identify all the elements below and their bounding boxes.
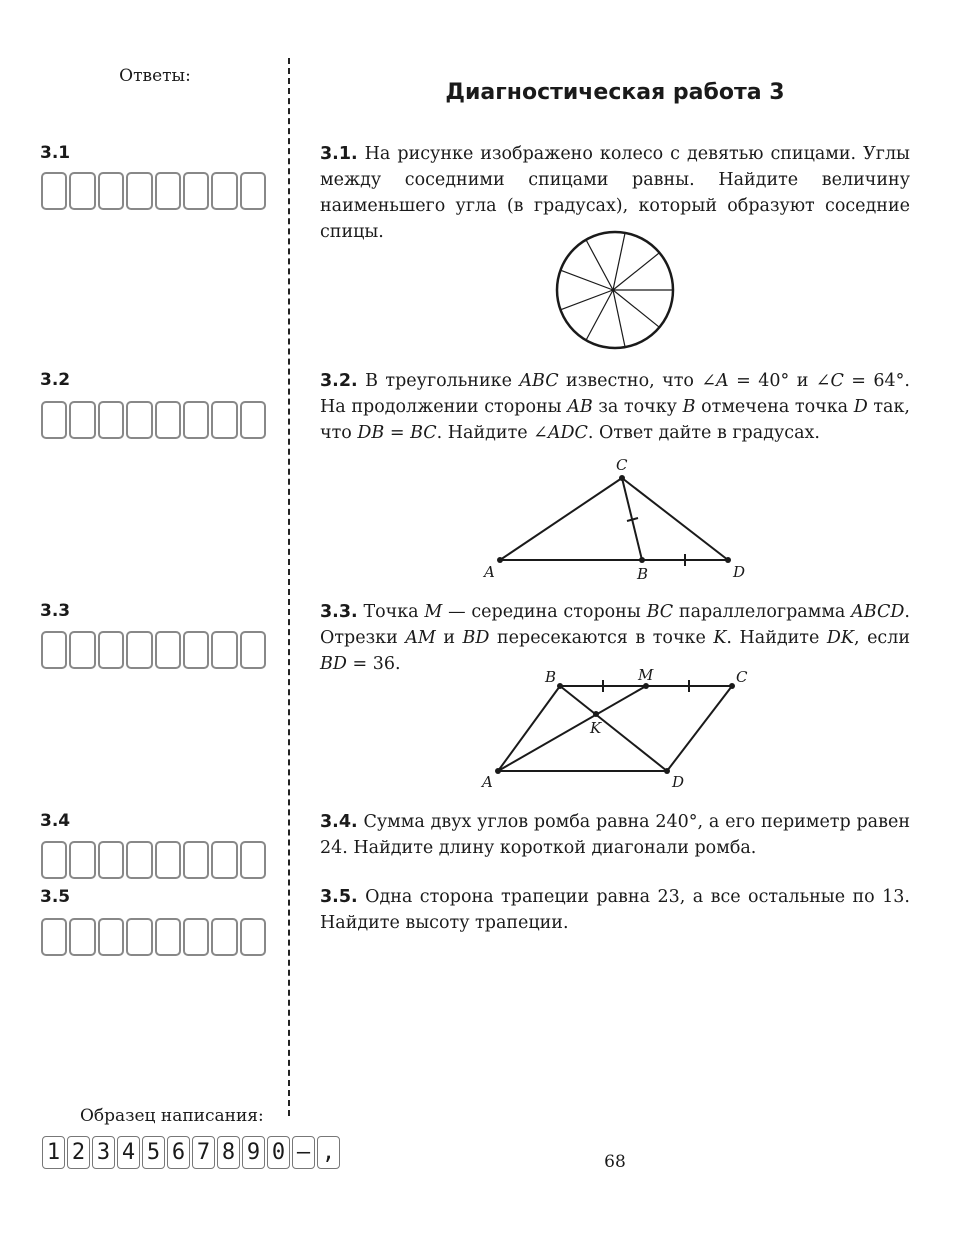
task-text-part: параллелограмма: [673, 602, 852, 622]
answer-cell[interactable]: [155, 172, 181, 210]
task-text-part: =: [384, 423, 411, 443]
answer-cell[interactable]: [69, 631, 95, 669]
task-text-part: = 36.: [346, 654, 401, 674]
answer-cell[interactable]: [126, 172, 152, 210]
point-D: [725, 557, 731, 563]
wheel-spoke: [560, 270, 613, 290]
math-var: A: [716, 371, 729, 391]
answer-label-3-2: 3.2: [40, 370, 71, 390]
task-text-part: и: [435, 628, 463, 648]
work-title: Диагностическая работа 3: [445, 80, 785, 105]
answer-cell[interactable]: [98, 401, 124, 439]
answer-cell[interactable]: [155, 401, 181, 439]
segment-AC: [500, 478, 622, 560]
label-D: D: [672, 773, 685, 791]
math-var: BC: [410, 423, 437, 443]
answer-cell[interactable]: [126, 918, 152, 956]
sample-char: 3: [92, 1136, 115, 1169]
sample-char: 1: [42, 1136, 65, 1169]
math-var: DB: [357, 423, 385, 443]
task-3-5: [320, 884, 910, 936]
task-text-part: . Найдите ∠: [436, 423, 548, 443]
task-text-part: за точку: [592, 397, 683, 417]
sample-char: ,: [317, 1136, 340, 1169]
sample-char: 2: [67, 1136, 90, 1169]
point-A: [495, 768, 501, 774]
label-D: D: [733, 563, 746, 581]
point-A: [497, 557, 503, 563]
task-3-2: [320, 368, 910, 446]
task-text-part: известно, что ∠: [558, 371, 717, 391]
math-var: C: [830, 371, 844, 391]
sample-char: 0: [267, 1136, 290, 1169]
task-number: 3.5.: [320, 887, 358, 907]
wheel-figure: [553, 228, 677, 352]
math-var: ABC: [519, 371, 559, 391]
answer-cell[interactable]: [98, 631, 124, 669]
sample-char: 6: [167, 1136, 190, 1169]
wheel-spoke: [586, 240, 613, 290]
wheel-spoke: [560, 290, 613, 310]
answer-cell[interactable]: [211, 172, 237, 210]
task-text: Одна сторона трапеции равна 23, а все остальные по 13. Найдите высоту трапеции.: [320, 887, 910, 933]
answer-cell[interactable]: [98, 918, 124, 956]
task-text-part: . Найдите: [726, 628, 827, 648]
point-D: [664, 768, 670, 774]
answer-cell[interactable]: [126, 841, 152, 879]
sample-char: 7: [192, 1136, 215, 1169]
label-M: M: [638, 666, 654, 684]
task-3-4: [320, 809, 910, 861]
math-var: AB: [567, 397, 593, 417]
page-number: 68: [604, 1152, 626, 1172]
task-text-part: В треугольнике: [365, 371, 520, 391]
sample-char: –: [292, 1136, 315, 1169]
math-var: AM: [405, 628, 436, 648]
label-C: C: [616, 456, 628, 474]
math-var: M: [424, 602, 443, 622]
label-B: B: [637, 565, 649, 583]
answer-boxes-3-5[interactable]: [40, 917, 268, 957]
answer-cell[interactable]: [240, 841, 266, 879]
answers-title: Ответы:: [119, 66, 191, 86]
answer-cell[interactable]: [183, 918, 209, 956]
task-text-part: отмечена точка: [695, 397, 854, 417]
answer-cell[interactable]: [211, 918, 237, 956]
parallelogram-figure: [470, 660, 760, 795]
answer-cell[interactable]: [41, 918, 67, 956]
task-text-part: = 40° и ∠: [728, 371, 831, 391]
math-var: BC: [646, 602, 674, 622]
sample-char: 4: [117, 1136, 140, 1169]
answer-cell[interactable]: [126, 401, 152, 439]
task-text-part: пересекаются в точке: [489, 628, 714, 648]
math-var: B: [682, 397, 696, 417]
point-C: [619, 475, 625, 481]
math-var: ABCD: [851, 602, 905, 622]
label-C: C: [736, 668, 748, 686]
math-var: D: [853, 397, 868, 417]
segment-AM: [498, 686, 646, 771]
answer-label-3-1: 3.1: [40, 143, 71, 163]
answer-boxes-3-1[interactable]: [40, 171, 268, 211]
label-A: A: [482, 773, 493, 791]
sample-char: 8: [217, 1136, 240, 1169]
sample-char: 5: [142, 1136, 165, 1169]
answer-cell[interactable]: [183, 631, 209, 669]
point-C: [729, 683, 735, 689]
point-B: [639, 557, 645, 563]
task-number: 3.3.: [320, 602, 358, 622]
task-text-part: . Отрезки: [320, 602, 910, 648]
math-var: K: [713, 628, 727, 648]
column-divider: [288, 58, 290, 1116]
answer-cell[interactable]: [98, 841, 124, 879]
label-A: A: [484, 563, 495, 581]
answer-cell[interactable]: [126, 631, 152, 669]
answer-cell[interactable]: [41, 172, 67, 210]
answer-cell[interactable]: [155, 918, 181, 956]
answer-cell[interactable]: [240, 401, 266, 439]
answer-cell[interactable]: [211, 401, 237, 439]
sample-char: 9: [242, 1136, 265, 1169]
answer-boxes-3-4[interactable]: [40, 840, 268, 880]
sample-digits: [42, 1136, 342, 1169]
task-text-part: . Ответ дайте в градусах.: [587, 423, 820, 443]
wheel-spoke: [586, 290, 613, 340]
answer-cell[interactable]: [183, 172, 209, 210]
label-K: K: [590, 719, 602, 737]
answer-boxes-3-3[interactable]: [40, 630, 268, 670]
math-var: BD: [320, 654, 347, 674]
segment-AB: [498, 686, 560, 771]
answer-cell[interactable]: [69, 841, 95, 879]
answer-label-3-5: 3.5: [40, 887, 71, 907]
triangle-figure: [470, 455, 760, 585]
answer-cell[interactable]: [41, 841, 67, 879]
answer-cell[interactable]: [240, 172, 266, 210]
math-var: ADC: [547, 423, 588, 443]
answer-cell[interactable]: [240, 918, 266, 956]
answer-boxes-3-2[interactable]: [40, 400, 268, 440]
answer-cell[interactable]: [240, 631, 266, 669]
answer-cell[interactable]: [183, 841, 209, 879]
answer-cell[interactable]: [69, 401, 95, 439]
answer-cell[interactable]: [183, 401, 209, 439]
answer-cell[interactable]: [155, 841, 181, 879]
task-text-part: — середина стороны: [442, 602, 647, 622]
answer-cell[interactable]: [69, 172, 95, 210]
sample-label: Образец написания:: [80, 1106, 264, 1126]
task-text-part: , если: [853, 628, 911, 648]
answer-cell[interactable]: [69, 918, 95, 956]
task-number: 3.1.: [320, 144, 358, 164]
point-K: [593, 711, 599, 717]
task-text: Сумма двух углов ромба равна 240°, а его периметр равен 24. Найдите длину короткой диагонали ромба.: [320, 812, 910, 858]
answer-cell[interactable]: [41, 631, 67, 669]
task-number: 3.4.: [320, 812, 358, 832]
task-text-part: = 64°. На продолжении стороны: [320, 371, 910, 417]
math-var: DK: [826, 628, 854, 648]
answer-cell[interactable]: [41, 401, 67, 439]
task-number: 3.2.: [320, 371, 358, 391]
label-B: B: [545, 668, 557, 686]
answer-label-3-3: 3.3: [40, 601, 71, 621]
task-text-part: Точка: [363, 602, 425, 622]
segment-BD: [560, 686, 667, 771]
answer-cell[interactable]: [211, 631, 237, 669]
task-text: На рисунке изображено колесо с девятью спицами. Углы между соседними спицами равны. Найдите величину наименьшего угла (в градусах), который образуют соседние спицы.: [320, 144, 910, 242]
answer-cell[interactable]: [98, 172, 124, 210]
task-text-part: так, что: [320, 397, 910, 443]
answer-cell[interactable]: [211, 841, 237, 879]
math-var: BD: [462, 628, 490, 648]
point-B: [557, 683, 563, 689]
answer-cell[interactable]: [155, 631, 181, 669]
answer-label-3-4: 3.4: [40, 811, 71, 831]
segment-DC: [667, 686, 732, 771]
